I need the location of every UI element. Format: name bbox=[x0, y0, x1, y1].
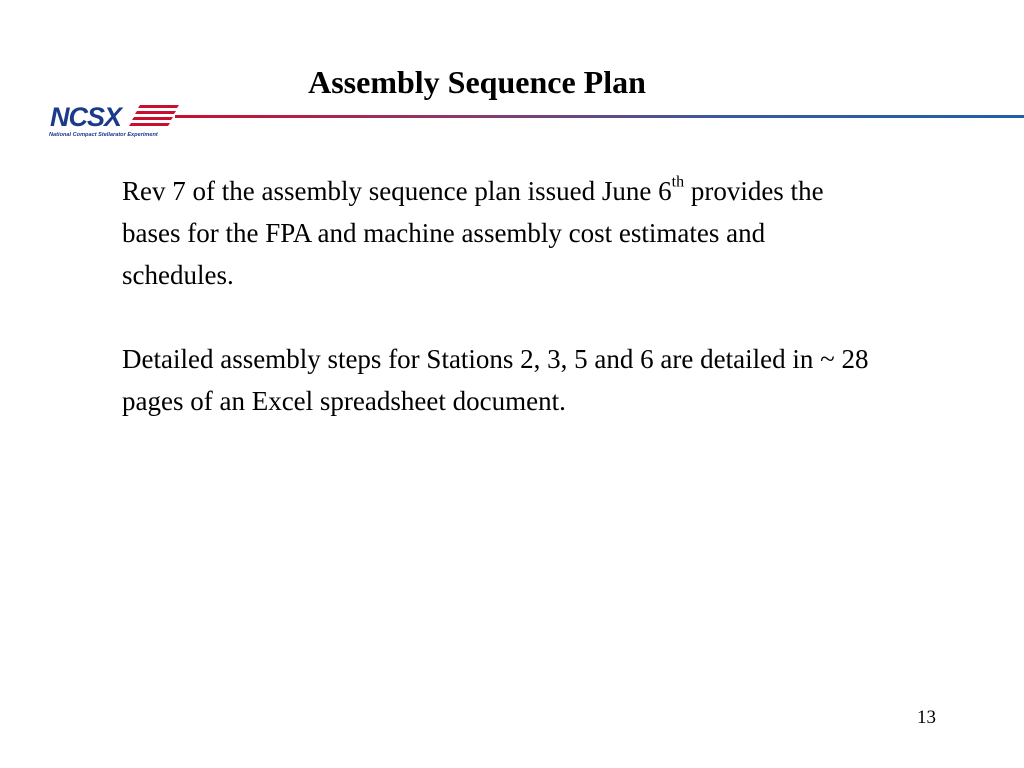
paragraph-detailed-steps: Detailed assembly steps for Stations 2, 3, 5 and 6 are detailed in ~ 28 pages of an Excel spreadsheet document. bbox=[122, 344, 869, 416]
logo-subtitle: National Compact Stellarator Experiment bbox=[49, 132, 158, 138]
logo-stripes-icon bbox=[129, 105, 179, 126]
page-number: 13 bbox=[917, 707, 936, 728]
paragraph-rev7-text: Rev 7 of the assembly sequence plan issued June 6 bbox=[122, 176, 672, 206]
slide-title: Assembly Sequence Plan bbox=[308, 64, 646, 100]
paragraph-rev7-continuation: provides the bases for the FPA and machine assembly cost estimates and schedules. bbox=[122, 176, 824, 290]
header-rule bbox=[175, 115, 1024, 120]
ncsx-logo bbox=[44, 98, 184, 140]
superscript-th: th bbox=[671, 173, 685, 191]
logo-wordmark: NCSX bbox=[50, 102, 122, 132]
paragraph-rev7 bbox=[122, 170, 882, 296]
slide-body bbox=[122, 170, 882, 464]
